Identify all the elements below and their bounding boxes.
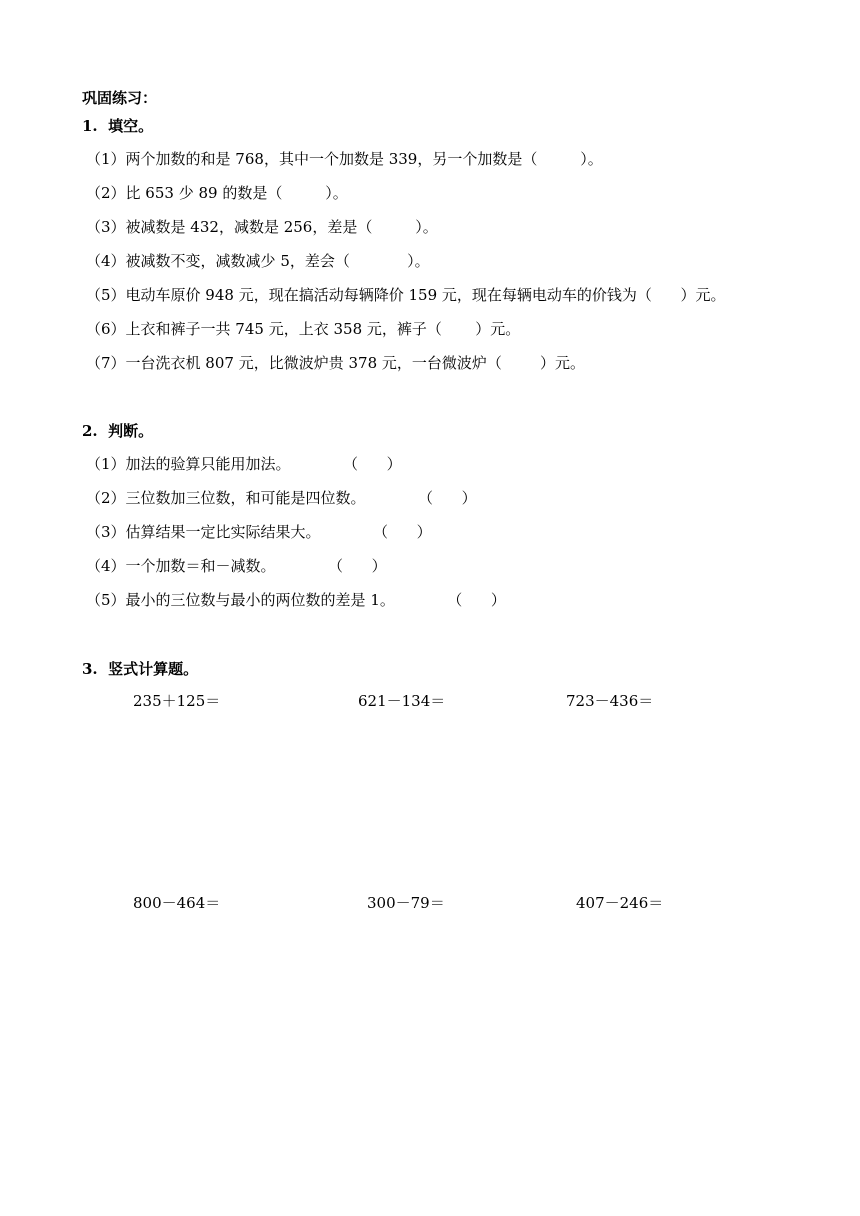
calc-problem: 723－436＝	[566, 692, 654, 710]
worksheet-heading: 巩固练习：	[82, 89, 158, 107]
judge-item-4: （4）一个加数＝和－减数。 （ ）	[86, 557, 387, 575]
fill-blank-item-7: （7）一台洗衣机 807 元，比微波炉贵 378 元，一台微波炉（ ）元。	[86, 354, 586, 372]
fill-blank-item-6: （6）上衣和裤子一共 745 元，上衣 358 元，裤子（ ）元。	[86, 320, 521, 338]
section-fill-blank-title: 1. 填空。	[82, 117, 154, 135]
calc-problem: 235＋125＝	[133, 692, 221, 710]
calc-problem: 800－464＝	[133, 894, 221, 912]
calc-problem: 300－79＝	[367, 894, 445, 912]
judge-item-3: （3）估算结果一定比实际结果大。 （ ）	[86, 523, 432, 541]
fill-blank-item-4: （4）被减数不变，减数减少 5，差会（ ）。	[86, 252, 430, 270]
section-judge-title: 2. 判断。	[82, 422, 154, 440]
calc-problem: 407－246＝	[576, 894, 664, 912]
judge-item-2: （2）三位数加三位数，和可能是四位数。 （ ）	[86, 489, 477, 507]
calc-problem: 621－134＝	[358, 692, 446, 710]
fill-blank-item-1: （1）两个加数的和是 768，其中一个加数是 339，另一个加数是（ ）。	[86, 150, 603, 168]
fill-blank-item-3: （3）被减数是 432，减数是 256，差是（ ）。	[86, 218, 438, 236]
judge-item-5: （5）最小的三位数与最小的两位数的差是 1。 （ ）	[86, 591, 506, 609]
section-vertical-calc-title: 3. 竖式计算题。	[82, 660, 199, 678]
fill-blank-item-2: （2）比 653 少 89 的数是（ ）。	[86, 184, 348, 202]
judge-item-1: （1）加法的验算只能用加法。 （ ）	[86, 455, 402, 473]
fill-blank-item-5: （5）电动车原价 948 元，现在搞活动每辆降价 159 元，现在每辆电动车的价钱为（ ）元。	[86, 286, 726, 304]
